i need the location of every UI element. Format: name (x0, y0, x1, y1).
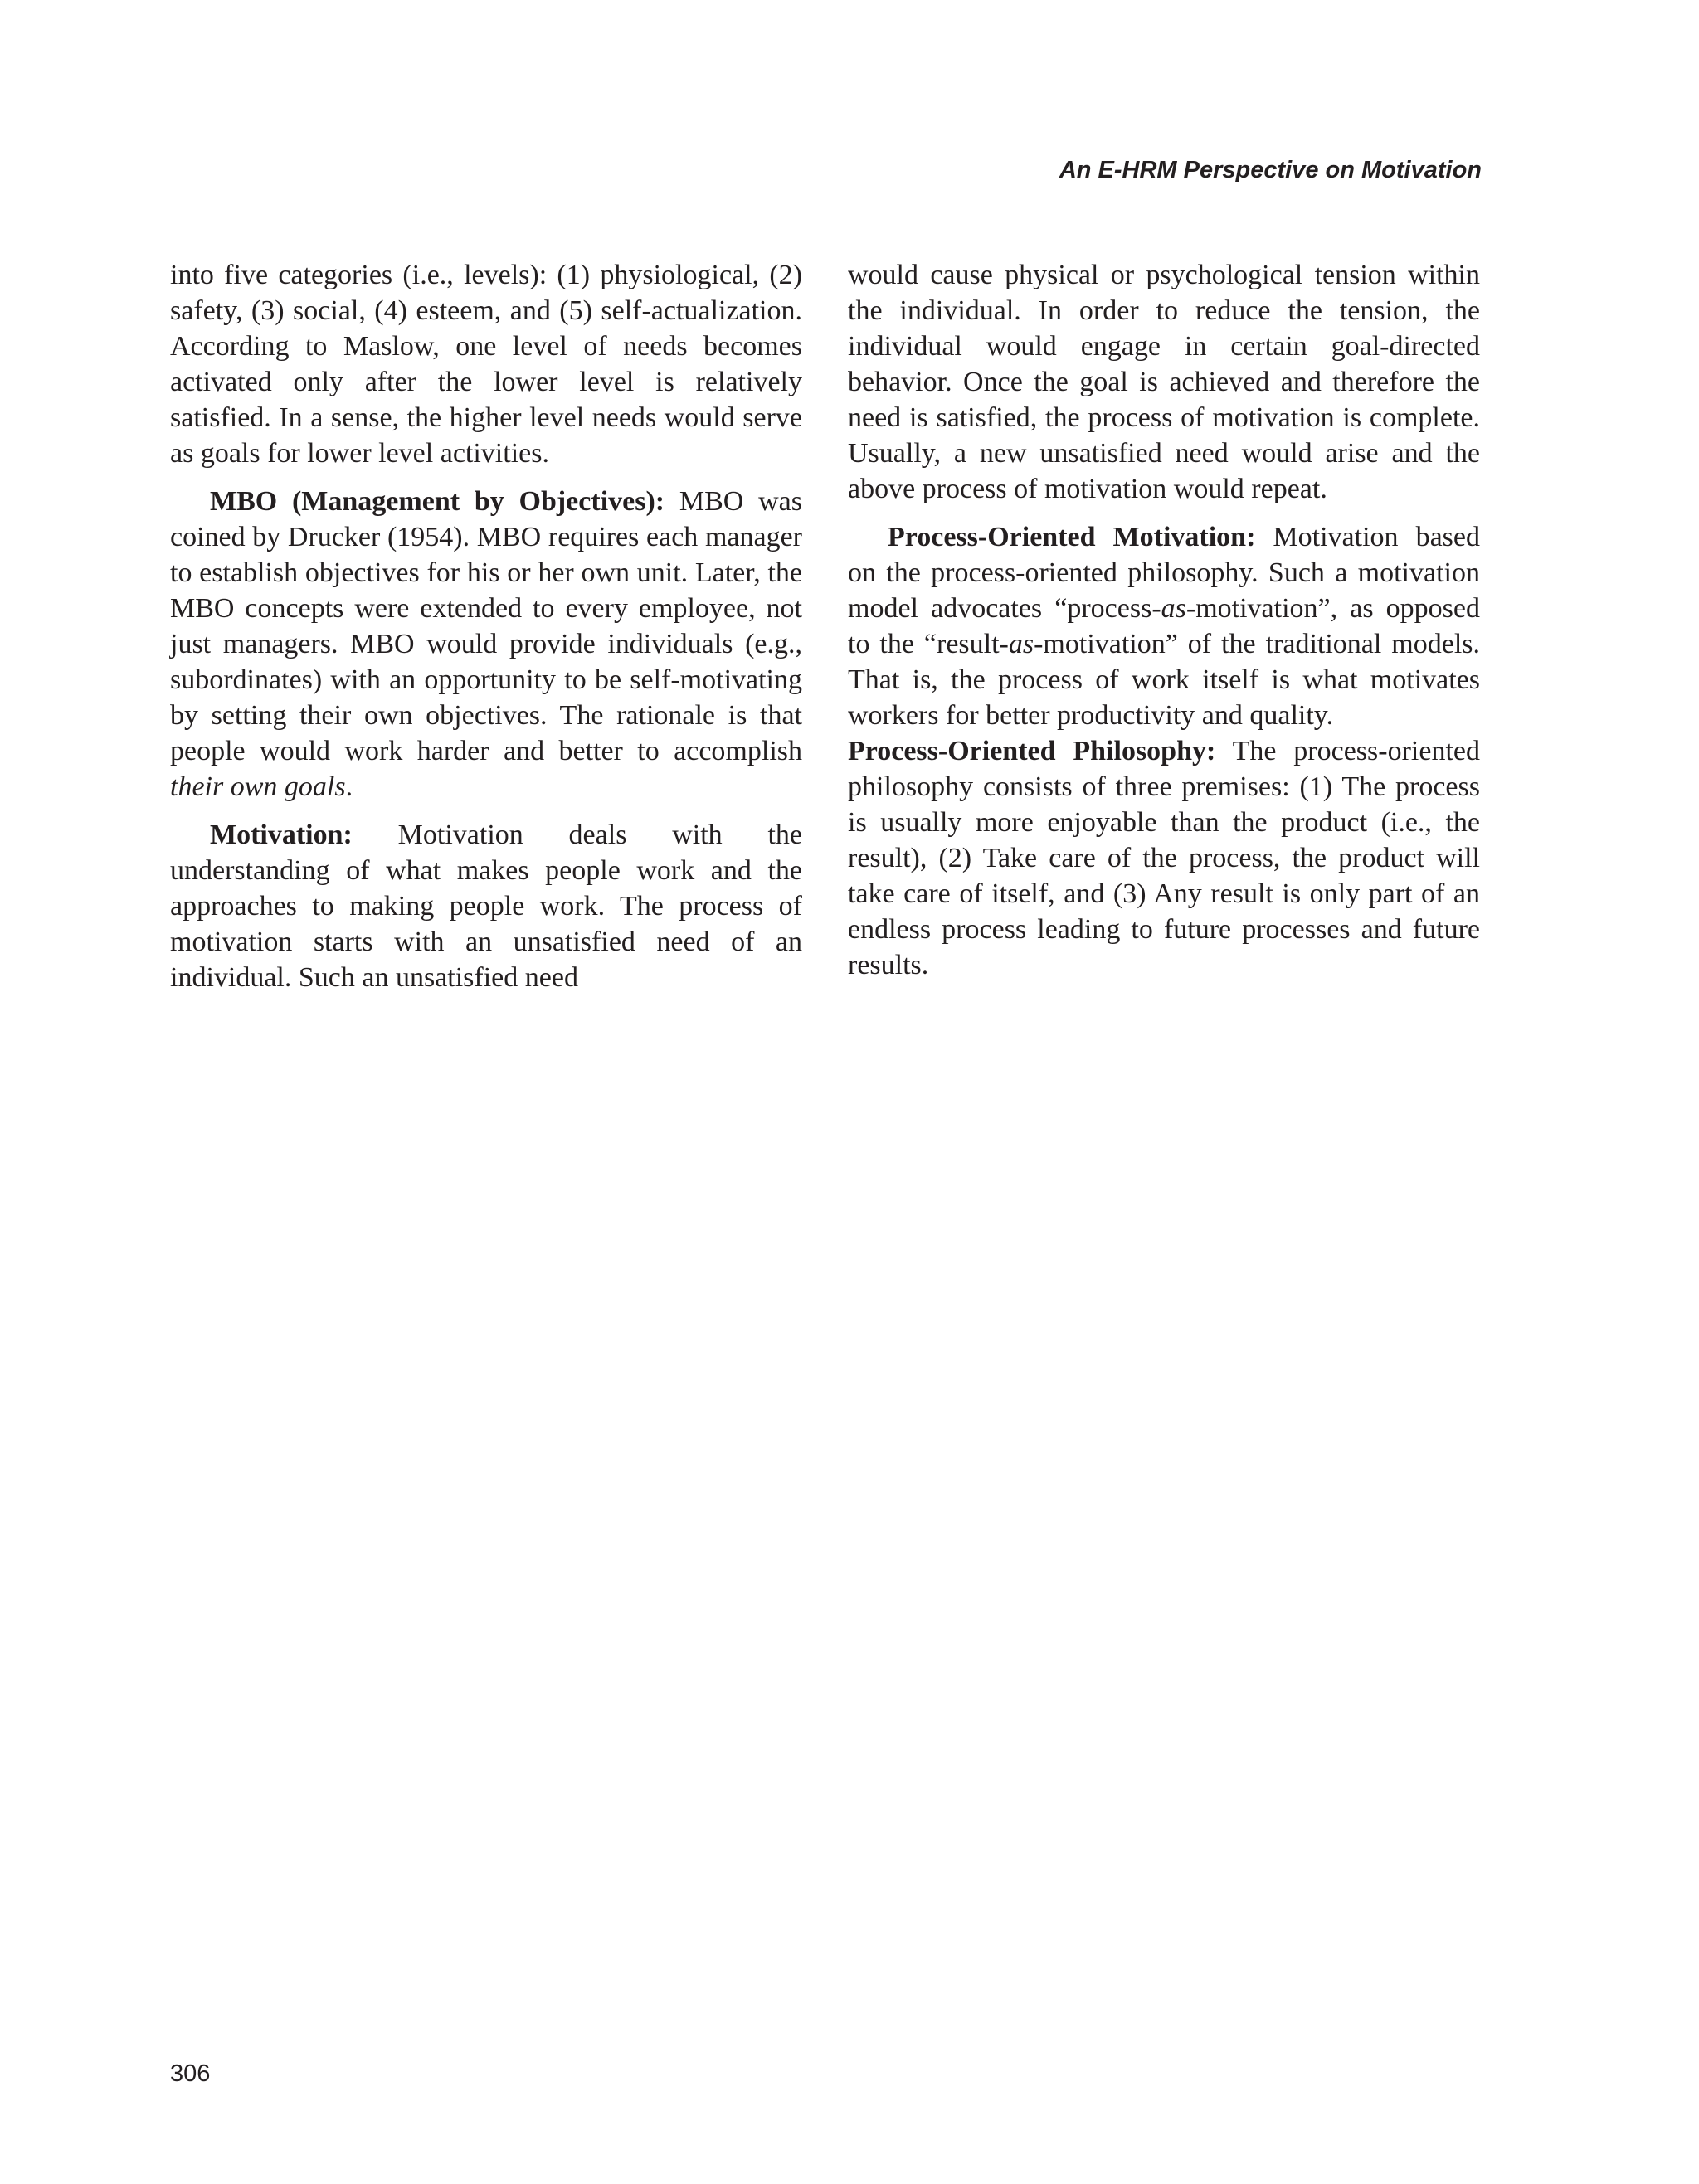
process-motivation-term: Process-Oriented Motivation: (888, 522, 1256, 552)
motivation-definition-text: Motivation deals with the understanding of what makes people work and the approaches to making people work. The process of motivation starts with an unsatisfied need of an individual. Such an unsatisfied need (170, 820, 802, 993)
left-column (170, 257, 802, 995)
mbo-definition-text: MBO was coined by Drucker (1954). MBO requires each manager to establish objectives for his or her own unit. Later, the MBO concepts were extended to every employee, not just managers. MBO would provide individuals (e.g., subordinates) with an opportunity to be self-motivating by setting their own objectives. The rationale is that people would work harder and better to accomplish (170, 486, 802, 766)
motivation-continuation-paragraph: would cause physical or psychological tension within the individual. In order to reduce the tension, the individual would engage in certain goal-directed behavior. Once the goal is achieved and therefore the need is satisfied, the process of motivation is complete. Usually, a new unsatisfied need would arise and the above process of motivation would repeat. (848, 260, 1480, 504)
right-column (848, 257, 1480, 983)
process-motivation-text: Motivation based on the process-oriented philosophy. Such a motivation model advocates “process- (848, 522, 1480, 624)
mbo-emphasis-text: their own goals (170, 771, 346, 802)
process-motivation-italic-as: as (1161, 593, 1186, 624)
mbo-definition-end: . (345, 771, 353, 802)
process-philosophy-definition-paragraph (848, 733, 1480, 983)
mbo-term: MBO (Management by Objectives): (210, 486, 665, 517)
motivation-definition-paragraph (170, 817, 802, 995)
process-motivation-text-2: -motivation”, as opposed to the “result- (848, 593, 1480, 659)
result-motivation-italic-as: as (1008, 629, 1034, 659)
page-number: 306 (170, 2060, 211, 2087)
process-motivation-text-3: -motivation” of the traditional models. That is, the process of work itself is what motivates workers for better productivity and quality. (848, 629, 1481, 731)
maslow-continuation-paragraph: into five categories (i.e., levels): (1) physiological, (2) safety, (3) social, (4) esteem, and (5) self-actualization. According to Maslow, one level of needs becomes activated only after the lower level is relatively satisfied. In a sense, the higher level needs would serve as goals for lower level activities. (170, 260, 802, 469)
process-philosophy-term: Process-Oriented Philosophy: (848, 736, 1216, 766)
process-motivation-definition-paragraph (848, 519, 1480, 733)
mbo-definition-paragraph (170, 484, 802, 805)
process-philosophy-text: The process-oriented philosophy consists of three premises: (1) The process is usually more enjoyable than the product (i.e., the result), (2) Take care of the process, the product will take care of itself, and (3) Any result is only part of an endless process leading to future processes and future results. (848, 736, 1480, 980)
running-header: An E-HRM Perspective on Motivation (1059, 157, 1482, 183)
motivation-term: Motivation: (210, 820, 353, 850)
